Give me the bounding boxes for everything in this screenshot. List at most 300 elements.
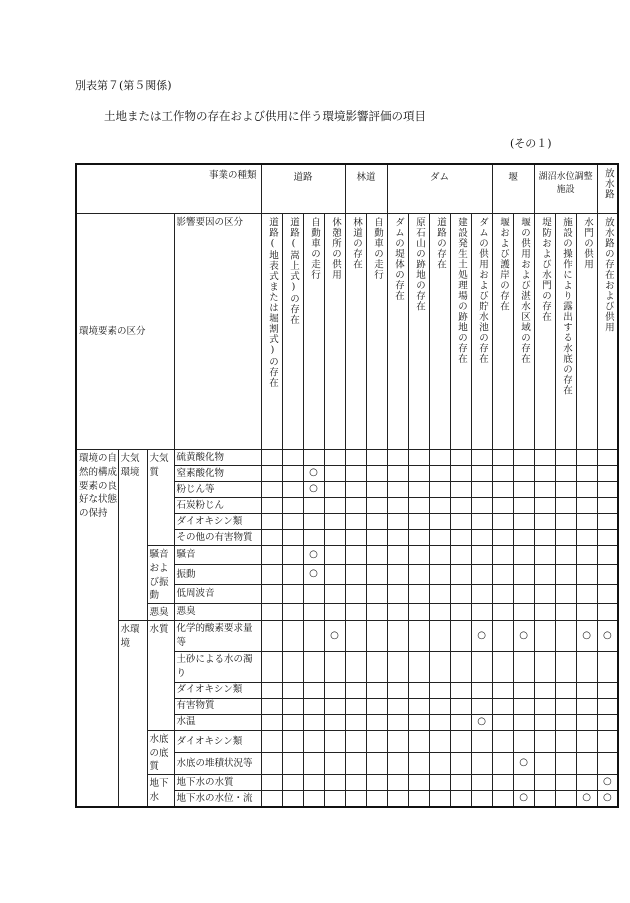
mark-cell [597, 466, 618, 482]
mark-cell [597, 546, 618, 565]
mark-cell [492, 604, 513, 621]
mark-cell [450, 466, 471, 482]
factor-0 [261, 214, 282, 450]
mark-cell [345, 482, 366, 498]
mark-cell [597, 514, 618, 530]
factor-2 [303, 214, 324, 450]
mark-cell [303, 620, 324, 651]
mark-cell [324, 698, 345, 714]
mark-cell [534, 498, 555, 514]
mark-cell [576, 565, 597, 584]
factor-label-text: 原石山の跡地の存在 [414, 217, 425, 312]
mark-cell [555, 450, 576, 466]
mark-cell [576, 514, 597, 530]
mark-cell [345, 730, 366, 752]
mark-cell [597, 584, 618, 603]
group-air-quality: 大気質 [147, 450, 174, 546]
mark-cell [366, 651, 387, 682]
mark-cell [513, 546, 534, 565]
group-water-quality: 水質 [147, 620, 174, 730]
mark-cell [450, 498, 471, 514]
mark-cell [555, 730, 576, 752]
mark-cell [576, 450, 597, 466]
mark-cell [513, 466, 534, 482]
mark-cell [534, 682, 555, 698]
mark-cell [387, 752, 408, 774]
row-item: 水温 [174, 714, 261, 730]
mark-cell [282, 752, 303, 774]
mark-cell [471, 565, 492, 584]
mark-cell [303, 565, 324, 584]
factor-8 [429, 214, 450, 450]
mark-cell [576, 651, 597, 682]
mark-cell [282, 730, 303, 752]
mark-cell [513, 775, 534, 791]
mark-cell [555, 791, 576, 808]
mark-cell [555, 466, 576, 482]
mark-cell [513, 482, 534, 498]
factor-7 [408, 214, 429, 450]
category-forest-road: 林道 [345, 164, 387, 214]
mark-cell [408, 514, 429, 530]
mark-cell [450, 752, 471, 774]
mark-cell [492, 775, 513, 791]
row-item: 硫黄酸化物 [174, 450, 261, 466]
mark-cell [492, 584, 513, 603]
mark-cell [450, 546, 471, 565]
mark-cell [408, 620, 429, 651]
mark-cell [576, 682, 597, 698]
mark-cell [450, 714, 471, 730]
factor-3 [324, 214, 345, 450]
row-item: 石炭粉じん [174, 498, 261, 514]
mark-cell [597, 604, 618, 621]
mark-cell [261, 682, 282, 698]
factor-label-text: 道路の存在 [435, 217, 446, 270]
mark-cell [282, 565, 303, 584]
mark-cell [555, 775, 576, 791]
mark-cell [471, 498, 492, 514]
mark-cell [429, 530, 450, 546]
mark-cell [597, 698, 618, 714]
mark-cell [345, 620, 366, 651]
mark-cell [471, 450, 492, 466]
mark-cell [408, 604, 429, 621]
mark-cell [429, 466, 450, 482]
mark-cell [261, 651, 282, 682]
project-type-label [76, 164, 261, 214]
mark-cell [324, 775, 345, 791]
mark-cell [576, 546, 597, 565]
mark-cell [555, 752, 576, 774]
mark-cell [534, 714, 555, 730]
mark-cell [534, 752, 555, 774]
mark-cell [492, 620, 513, 651]
mark-cell [303, 466, 324, 482]
factor-9 [450, 214, 471, 450]
mark-cell [345, 714, 366, 730]
mark-cell [345, 698, 366, 714]
mark-cell [303, 775, 324, 791]
mark-cell [387, 651, 408, 682]
mark-cell [261, 450, 282, 466]
mark-cell [597, 450, 618, 466]
mark-cell [534, 698, 555, 714]
mark-cell [387, 730, 408, 752]
mark-cell [597, 714, 618, 730]
mark-cell [345, 791, 366, 808]
mark-cell [387, 791, 408, 808]
mark-cell [471, 466, 492, 482]
category-road: 道路 [261, 164, 345, 214]
mark-cell [429, 651, 450, 682]
mark-cell [513, 791, 534, 808]
mark-cell [492, 546, 513, 565]
mark-cell [303, 714, 324, 730]
mark-cell [471, 752, 492, 774]
mark-cell [324, 620, 345, 651]
mark-cell [261, 466, 282, 482]
mark-cell [555, 682, 576, 698]
factor-label-text: 建設発生土処理場の跡地の存在 [456, 217, 467, 364]
mark-cell [555, 584, 576, 603]
mark-cell [513, 620, 534, 651]
mark-cell [324, 450, 345, 466]
mark-cell [471, 651, 492, 682]
mark-cell [534, 482, 555, 498]
factor-label-text: 水門の供用 [582, 217, 594, 270]
factor-label-text: 堰および護岸の存在 [498, 217, 510, 312]
mark-cell [303, 514, 324, 530]
mark-cell [261, 604, 282, 621]
factor-10 [471, 214, 492, 450]
mark-cell [387, 620, 408, 651]
mark-cell [450, 651, 471, 682]
mark-cell [576, 730, 597, 752]
mark-cell [513, 752, 534, 774]
mark-cell [429, 546, 450, 565]
mark-cell [387, 604, 408, 621]
mark-cell [324, 466, 345, 482]
mark-cell [345, 498, 366, 514]
mark-cell [324, 498, 345, 514]
mark-cell [282, 450, 303, 466]
mark-cell [261, 791, 282, 808]
mark-cell [555, 498, 576, 514]
mark-cell [555, 565, 576, 584]
mark-cell [576, 752, 597, 774]
table-number: 別表第７(第５関係) [75, 79, 172, 92]
row-item: 土砂による水の濁り [174, 651, 261, 682]
mark-cell [555, 698, 576, 714]
mark-cell [303, 698, 324, 714]
mark-cell [471, 775, 492, 791]
mark-cell [282, 714, 303, 730]
mark-cell [555, 651, 576, 682]
mark-cell [387, 498, 408, 514]
factor-6 [387, 214, 408, 450]
mark-cell [282, 498, 303, 514]
impact-factor-label [174, 214, 261, 450]
mark-cell [324, 791, 345, 808]
mark-cell [450, 775, 471, 791]
category-floodway-text: 放水路 [602, 168, 614, 200]
mark-cell [261, 620, 282, 651]
factor-label-text: 道路(地表式または堀割式)の存在 [266, 217, 278, 388]
mark-cell [345, 565, 366, 584]
mark-cell [303, 730, 324, 752]
mark-cell [450, 482, 471, 498]
mark-cell [429, 565, 450, 584]
mark-cell [261, 698, 282, 714]
mark-cell [366, 775, 387, 791]
mark-cell [324, 565, 345, 584]
mark-cell [534, 604, 555, 621]
mark-cell [555, 530, 576, 546]
circle-mark: ○ [519, 629, 528, 641]
factor-label-text: 施設の操作により露出する水底の存在 [561, 217, 573, 396]
mark-cell [324, 514, 345, 530]
mark-cell [303, 584, 324, 603]
mark-cell [492, 450, 513, 466]
row-item: 化学的酸素要求量等 [174, 620, 261, 651]
mark-cell [534, 651, 555, 682]
circle-mark: ○ [309, 467, 318, 479]
mark-cell [534, 546, 555, 565]
mark-cell [282, 775, 303, 791]
mark-cell [387, 450, 408, 466]
mark-cell [366, 604, 387, 621]
factor-11 [492, 214, 513, 450]
mark-cell [576, 698, 597, 714]
mark-cell [282, 651, 303, 682]
mark-cell [408, 466, 429, 482]
mark-cell [450, 530, 471, 546]
mark-cell [408, 730, 429, 752]
row-item: 水底の堆積状況等 [174, 752, 261, 774]
mark-cell [471, 584, 492, 603]
mark-cell [513, 682, 534, 698]
mark-cell [429, 775, 450, 791]
circle-mark: ○ [309, 548, 318, 560]
mark-cell [261, 730, 282, 752]
group-water-environment: 水環境 [118, 620, 147, 807]
row-item: ダイオキシン類 [174, 682, 261, 698]
mark-cell [429, 450, 450, 466]
mark-cell [387, 466, 408, 482]
mark-cell [324, 530, 345, 546]
mark-cell [576, 604, 597, 621]
mark-cell [282, 466, 303, 482]
mark-cell [282, 698, 303, 714]
circle-mark: ○ [330, 629, 339, 641]
mark-cell [408, 450, 429, 466]
mark-cell [387, 514, 408, 530]
mark-cell [534, 730, 555, 752]
row-item: 窒素酸化物 [174, 466, 261, 482]
mark-cell [576, 775, 597, 791]
environment-assessment-table [75, 163, 619, 808]
mark-cell [387, 482, 408, 498]
mark-cell [492, 791, 513, 808]
mark-cell [429, 730, 450, 752]
mark-cell [366, 514, 387, 530]
mark-cell [576, 482, 597, 498]
mark-cell [324, 714, 345, 730]
mark-cell [345, 530, 366, 546]
mark-cell [534, 775, 555, 791]
mark-cell [534, 620, 555, 651]
mark-cell [597, 775, 618, 791]
row-item: ダイオキシン類 [174, 514, 261, 530]
row-item: 有害物質 [174, 698, 261, 714]
mark-cell [261, 514, 282, 530]
mark-cell [597, 498, 618, 514]
category-dam: ダム [387, 164, 492, 214]
mark-cell [366, 546, 387, 565]
mark-cell [261, 565, 282, 584]
circle-mark: ○ [602, 776, 612, 788]
mark-cell [450, 565, 471, 584]
mark-cell [408, 682, 429, 698]
circle-mark: ○ [582, 629, 591, 641]
mark-cell [597, 752, 618, 774]
group-noise-vibration: 騒音および振動 [147, 546, 174, 604]
mark-cell [576, 620, 597, 651]
mark-cell [555, 546, 576, 565]
mark-cell [471, 546, 492, 565]
group-odor: 悪臭 [147, 604, 174, 621]
mark-cell [471, 482, 492, 498]
mark-cell [303, 682, 324, 698]
mark-cell [345, 752, 366, 774]
mark-cell [303, 530, 324, 546]
row-item: 騒音 [174, 546, 261, 565]
mark-cell [303, 482, 324, 498]
mark-cell [345, 604, 366, 621]
row-item: 低周波音 [174, 584, 261, 603]
mark-cell [366, 730, 387, 752]
mark-cell [513, 584, 534, 603]
mark-cell [303, 752, 324, 774]
env-element-text: 環境要素の区分 [79, 325, 146, 337]
mark-cell [282, 620, 303, 651]
mark-cell [324, 604, 345, 621]
mark-cell [303, 450, 324, 466]
mark-cell [450, 620, 471, 651]
mark-cell [366, 466, 387, 482]
mark-cell [450, 698, 471, 714]
mark-cell [471, 530, 492, 546]
mark-cell [429, 482, 450, 498]
mark-cell [408, 482, 429, 498]
factor-label-text: ダムの堤体の存在 [393, 217, 404, 301]
mark-cell [471, 604, 492, 621]
mark-cell [261, 775, 282, 791]
mark-cell [345, 584, 366, 603]
mark-cell [345, 682, 366, 698]
group-natural-components: 環境の自然的構成要素の良好な状態の保持 [76, 450, 118, 808]
mark-cell [576, 714, 597, 730]
mark-cell [387, 698, 408, 714]
mark-cell [261, 714, 282, 730]
mark-cell [366, 530, 387, 546]
mark-cell [513, 714, 534, 730]
mark-cell [597, 682, 618, 698]
group-air-environment: 大気環境 [118, 450, 147, 621]
mark-cell [324, 482, 345, 498]
mark-cell [429, 584, 450, 603]
mark-cell [450, 604, 471, 621]
mark-cell [429, 714, 450, 730]
factor-label-text: 堰の供用および湛水区域の存在 [519, 217, 531, 364]
factor-label-text: ダムの供用および貯水池の存在 [477, 217, 489, 364]
mark-cell [555, 482, 576, 498]
mark-cell [492, 498, 513, 514]
mark-cell [513, 698, 534, 714]
mark-cell [408, 584, 429, 603]
mark-cell [576, 498, 597, 514]
mark-cell [387, 584, 408, 603]
mark-cell [408, 530, 429, 546]
mark-cell [597, 791, 618, 808]
mark-cell [366, 620, 387, 651]
mark-cell [282, 791, 303, 808]
mark-cell [408, 546, 429, 565]
mark-cell [429, 752, 450, 774]
circle-mark: ○ [582, 792, 591, 804]
mark-cell [534, 514, 555, 530]
factor-label-text: 自動車の走行 [308, 217, 320, 280]
factor-label-text: 休憩所の供用 [329, 217, 341, 280]
mark-cell [450, 450, 471, 466]
mark-cell [492, 752, 513, 774]
mark-cell [345, 450, 366, 466]
factor-label-text: 放水路の存在および供用 [602, 217, 614, 333]
mark-cell [429, 698, 450, 714]
factor-16 [597, 214, 618, 450]
mark-cell [366, 698, 387, 714]
mark-cell [408, 651, 429, 682]
mark-cell [387, 775, 408, 791]
mark-cell [492, 565, 513, 584]
mark-cell [513, 651, 534, 682]
mark-cell [492, 682, 513, 698]
mark-cell [408, 498, 429, 514]
mark-cell [576, 584, 597, 603]
mark-cell [261, 498, 282, 514]
mark-cell [450, 584, 471, 603]
mark-cell [513, 604, 534, 621]
mark-cell [429, 498, 450, 514]
factor-label-text: 堤防および水門の存在 [540, 217, 552, 322]
mark-cell [324, 682, 345, 698]
category-floodway [597, 164, 618, 214]
factor-label-text: 自動車の走行 [372, 217, 383, 280]
mark-cell [366, 714, 387, 730]
mark-cell [303, 791, 324, 808]
row-item: 地下水の水位・流 [174, 791, 261, 808]
factor-label-text: 道路(嵩上式)の存在 [287, 217, 299, 325]
mark-cell [450, 791, 471, 808]
circle-mark: ○ [477, 629, 486, 641]
mark-cell [408, 775, 429, 791]
mark-cell [303, 651, 324, 682]
mark-cell [471, 698, 492, 714]
page-title: 土地または工作物の存在および供用に伴う環境影響評価の項目 [104, 109, 426, 123]
mark-cell [555, 514, 576, 530]
mark-cell [576, 530, 597, 546]
